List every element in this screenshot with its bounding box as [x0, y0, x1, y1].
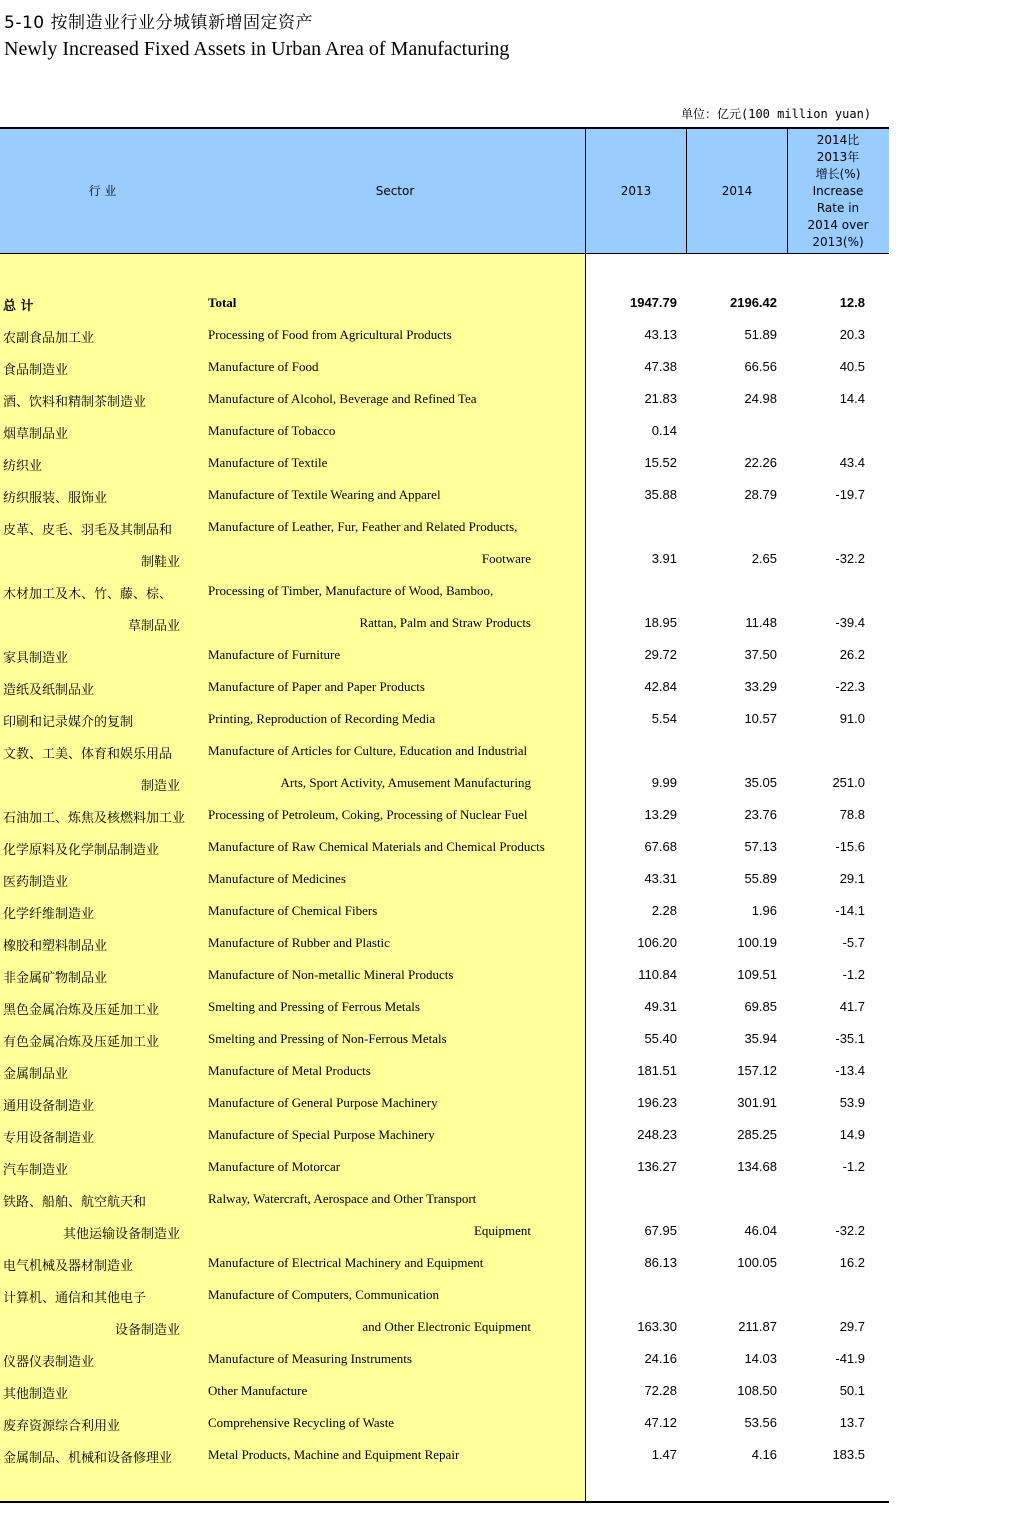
row-industry-cn: 铁路、船舶、航空航天和 — [3, 1195, 147, 1210]
row-increase-rate: -22.3 — [835, 679, 865, 694]
row-increase-rate: -35.1 — [835, 1031, 865, 1046]
row-industry-cn: 农副食品加工业 — [3, 331, 95, 346]
row-industry-cn: 纺织业 — [3, 459, 43, 474]
row-increase-rate: 26.2 — [839, 647, 865, 662]
row-increase-rate: 43.4 — [839, 455, 865, 470]
row-industry-cn: 金属制品、机械和设备修理业 — [3, 1451, 173, 1466]
row-value-2013: 110.84 — [638, 967, 677, 982]
row-sector-en: Smelting and Pressing of Non-Ferrous Metals — [208, 1031, 447, 1046]
column-divider — [787, 127, 788, 254]
table-row — [0, 1119, 889, 1151]
header-industry-cn: 行 业 — [88, 184, 117, 198]
row-increase-rate: -1.2 — [842, 967, 865, 982]
row-sector-en: Manufacture of Furniture — [208, 647, 341, 662]
row-increase-rate: 29.1 — [839, 871, 865, 886]
table-row — [0, 639, 889, 671]
row-sector-en: Manufacture of Non-metallic Mineral Products — [208, 967, 454, 982]
row-increase-rate: 20.3 — [839, 327, 865, 342]
table-row — [0, 383, 889, 415]
row-industry-cn: 烟草制品业 — [3, 427, 69, 442]
row-increase-rate: -19.7 — [835, 487, 865, 502]
row-sector-en: Processing of Food from Agricultural Products — [208, 327, 452, 342]
row-industry-cn: 医药制造业 — [3, 875, 69, 890]
page-title-en: Newly Increased Fixed Assets in Urban Area of Manufacturing — [4, 38, 510, 60]
row-increase-rate: -1.2 — [842, 1159, 865, 1174]
row-increase-rate: -41.9 — [835, 1351, 865, 1366]
row-value-2014: 285.25 — [737, 1127, 777, 1142]
table-row — [0, 703, 889, 735]
row-industry-cn: 专用设备制造业 — [3, 1131, 95, 1146]
row-sector-en: Manufacture of Textile — [208, 455, 328, 470]
row-sector-en: Manufacture of Measuring Instruments — [208, 1351, 412, 1366]
row-sector-en: and Other Electronic Equipment — [362, 1319, 531, 1334]
row-value-2014: 35.94 — [744, 1031, 777, 1046]
row-increase-rate: 41.7 — [839, 999, 865, 1014]
row-value-2014: 37.50 — [744, 647, 777, 662]
row-sector-en: Smelting and Pressing of Ferrous Metals — [208, 999, 420, 1014]
row-industry-cn: 黑色金属冶炼及压延加工业 — [3, 1003, 160, 1018]
table-row — [0, 543, 889, 575]
row-value-2013: 67.68 — [644, 839, 677, 854]
row-value-2013: 24.16 — [644, 1351, 677, 1366]
header-rate-line: 增长(%) — [815, 167, 861, 181]
table-row — [0, 927, 889, 959]
row-industry-cn: 橡胶和塑料制品业 — [3, 939, 108, 954]
row-value-2014: 22.26 — [744, 455, 777, 470]
row-industry-cn: 化学纤维制造业 — [3, 907, 95, 922]
table-row — [0, 479, 889, 511]
row-value-2013: 196.23 — [637, 1095, 677, 1110]
row-value-2014: 109.51 — [737, 967, 777, 982]
table-header — [0, 127, 889, 254]
row-increase-rate: 91.0 — [839, 711, 865, 726]
row-value-2013: 181.51 — [637, 1063, 677, 1078]
row-value-2014: 51.89 — [744, 327, 777, 342]
header-2014: 2014 — [721, 184, 753, 198]
table-row — [0, 287, 889, 319]
row-industry-cn: 纺织服装、服饰业 — [3, 491, 108, 506]
row-value-2014: 55.89 — [744, 871, 777, 886]
table-bottom-rule — [0, 1501, 889, 1503]
row-industry-cn: 食品制造业 — [3, 363, 69, 378]
row-value-2014: 14.03 — [744, 1351, 777, 1366]
row-value-2014: 2196.42 — [730, 295, 777, 310]
row-industry-cn: 非金属矿物制品业 — [3, 971, 108, 986]
row-value-2013: 15.52 — [644, 455, 677, 470]
row-sector-en: Manufacture of Electrical Machinery and Equipment — [208, 1255, 484, 1270]
table-row — [0, 895, 889, 927]
row-value-2014: 211.87 — [738, 1319, 777, 1334]
row-increase-rate: -5.7 — [842, 935, 865, 950]
row-value-2013: 49.31 — [644, 999, 677, 1014]
row-increase-rate: -32.2 — [835, 551, 865, 566]
row-value-2013: 3.91 — [651, 551, 677, 566]
row-value-2013: 42.84 — [644, 679, 677, 694]
table-row — [0, 767, 889, 799]
row-industry-cn: 仪器仪表制造业 — [3, 1355, 95, 1370]
row-value-2014: 53.56 — [744, 1415, 777, 1430]
row-value-2014: 66.56 — [744, 359, 777, 374]
row-sector-en: Manufacture of Articles for Culture, Education and Industrial — [208, 743, 528, 758]
row-value-2014: 57.13 — [744, 839, 777, 854]
table-row — [0, 351, 889, 383]
row-sector-en: Manufacture of Rubber and Plastic — [208, 935, 390, 950]
row-industry-cn: 酒、饮料和精制茶制造业 — [3, 395, 147, 410]
row-increase-rate: -14.1 — [835, 903, 865, 918]
row-increase-rate: -39.4 — [835, 615, 865, 630]
row-sector-en: Comprehensive Recycling of Waste — [208, 1415, 395, 1430]
row-value-2014: 33.29 — [744, 679, 777, 694]
table-row — [0, 1087, 889, 1119]
table-row — [0, 607, 889, 639]
row-industry-cn: 废弃资源综合利用业 — [3, 1419, 121, 1434]
header-rate-line: Rate in — [816, 201, 860, 215]
row-industry-cn: 其他运输设备制造业 — [62, 1227, 180, 1242]
unit-label: 单位：亿元(100 million yuan) — [681, 107, 872, 121]
row-sector-en: Manufacture of Metal Products — [208, 1063, 371, 1078]
row-sector-en: Manufacture of Food — [208, 359, 319, 374]
row-value-2014: 2.65 — [751, 551, 777, 566]
row-value-2013: 0.14 — [651, 423, 677, 438]
row-sector-en: Ralway, Watercraft, Aerospace and Other Transport — [208, 1191, 477, 1206]
table-row — [0, 1343, 889, 1375]
header-rate-line: Increase — [812, 184, 864, 198]
row-value-2014: 46.04 — [744, 1223, 777, 1238]
row-value-2014: 4.16 — [751, 1447, 777, 1462]
row-increase-rate: 251.0 — [832, 775, 865, 790]
row-increase-rate: 14.9 — [839, 1127, 865, 1142]
table-row — [0, 799, 889, 831]
row-increase-rate: -15.6 — [835, 839, 865, 854]
row-value-2013: 67.95 — [644, 1223, 677, 1238]
row-industry-cn: 印刷和记录媒介的复制 — [3, 715, 134, 730]
row-value-2013: 9.99 — [651, 775, 677, 790]
row-value-2013: 47.12 — [644, 1415, 677, 1430]
row-increase-rate: 12.8 — [839, 295, 865, 310]
row-industry-cn: 草制品业 — [127, 619, 180, 634]
table-row — [0, 1279, 889, 1311]
table-row — [0, 1407, 889, 1439]
row-industry-cn: 金属制品业 — [3, 1067, 69, 1082]
row-industry-cn: 化学原料及化学制品制造业 — [3, 843, 160, 858]
row-value-2014: 157.12 — [737, 1063, 777, 1078]
row-industry-cn: 家具制造业 — [3, 651, 69, 666]
table-row — [0, 671, 889, 703]
row-value-2013: 43.13 — [644, 327, 677, 342]
row-value-2013: 86.13 — [644, 1255, 677, 1270]
header-increase-rate — [788, 129, 888, 254]
table-row — [0, 991, 889, 1023]
row-sector-en: Manufacture of Tobacco — [208, 423, 336, 438]
row-sector-en: Total — [208, 295, 237, 310]
row-value-2014: 11.48 — [745, 615, 777, 630]
row-industry-cn: 汽车制造业 — [3, 1163, 69, 1178]
row-value-2014: 134.68 — [737, 1159, 777, 1174]
row-increase-rate: 40.5 — [839, 359, 865, 374]
table-row — [0, 1215, 889, 1247]
row-value-2013: 163.30 — [637, 1319, 677, 1334]
table-row — [0, 1055, 889, 1087]
row-sector-en: Other Manufacture — [208, 1383, 308, 1398]
row-sector-en: Manufacture of Medicines — [208, 871, 346, 886]
row-increase-rate: -32.2 — [835, 1223, 865, 1238]
table-row — [0, 511, 889, 543]
row-industry-cn: 制造业 — [140, 779, 180, 794]
table-row — [0, 1311, 889, 1343]
table-row — [0, 1183, 889, 1215]
row-industry-cn: 总 计 — [3, 299, 34, 314]
table-row — [0, 1439, 889, 1471]
row-value-2014: 28.79 — [744, 487, 777, 502]
row-sector-en: Processing of Timber, Manufacture of Wood, Bamboo, — [208, 583, 494, 598]
row-sector-en: Manufacture of Special Purpose Machinery — [208, 1127, 435, 1142]
row-sector-en: Manufacture of Computers, Communication — [208, 1287, 440, 1302]
row-sector-en: Manufacture of Alcohol, Beverage and Refined Tea — [208, 391, 477, 406]
row-value-2013: 136.27 — [637, 1159, 677, 1174]
row-sector-en: Manufacture of Textile Wearing and Apparel — [208, 487, 441, 502]
row-increase-rate: 14.4 — [839, 391, 865, 406]
row-value-2014: 35.05 — [744, 775, 777, 790]
table-row — [0, 415, 889, 447]
row-increase-rate: 183.5 — [832, 1447, 865, 1462]
table-row — [0, 735, 889, 767]
row-sector-en: Manufacture of General Purpose Machinery — [208, 1095, 438, 1110]
header-rate-line: 2013年 — [816, 150, 860, 164]
header-rate-line: 2014 over — [807, 218, 869, 232]
row-industry-cn: 木材加工及木、竹、藤、棕、 — [3, 587, 173, 602]
row-value-2014: 301.91 — [737, 1095, 777, 1110]
row-value-2013: 5.54 — [651, 711, 677, 726]
row-value-2014: 100.19 — [737, 935, 777, 950]
row-industry-cn: 设备制造业 — [114, 1323, 180, 1338]
row-sector-en: Manufacture of Raw Chemical Materials and Chemical Products — [208, 839, 545, 854]
row-sector-en: Footware — [481, 551, 531, 566]
row-sector-en: Manufacture of Chemical Fibers — [208, 903, 378, 918]
row-value-2014: 24.98 — [744, 391, 777, 406]
row-industry-cn: 有色金属冶炼及压延加工业 — [3, 1035, 160, 1050]
row-industry-cn: 文教、工美、体育和娱乐用品 — [3, 747, 173, 762]
row-increase-rate: 78.8 — [839, 807, 865, 822]
row-sector-en: Manufacture of Motorcar — [208, 1159, 341, 1174]
row-increase-rate: 53.9 — [839, 1095, 865, 1110]
row-value-2013: 29.72 — [644, 647, 677, 662]
row-value-2014: 1.96 — [751, 903, 777, 918]
row-value-2013: 1.47 — [651, 1447, 677, 1462]
row-increase-rate: 29.7 — [839, 1319, 865, 1334]
row-value-2013: 1947.79 — [630, 295, 677, 310]
row-sector-en: Equipment — [473, 1223, 531, 1238]
table-row — [0, 1151, 889, 1183]
row-increase-rate: 16.2 — [839, 1255, 865, 1270]
row-value-2014: 10.57 — [744, 711, 777, 726]
row-value-2013: 35.88 — [644, 487, 677, 502]
row-value-2013: 2.28 — [651, 903, 677, 918]
row-value-2013: 13.29 — [644, 807, 677, 822]
header-rate-line: 2013(%) — [812, 235, 864, 249]
header-rate-line: 2014比 — [816, 133, 860, 147]
row-sector-en: Manufacture of Leather, Fur, Feather and Related Products, — [208, 519, 518, 534]
table-row — [0, 1247, 889, 1279]
table-row — [0, 831, 889, 863]
row-value-2014: 100.05 — [737, 1255, 777, 1270]
row-increase-rate: 13.7 — [839, 1415, 865, 1430]
table-row — [0, 1375, 889, 1407]
row-industry-cn: 造纸及纸制品业 — [3, 683, 95, 698]
row-value-2014: 23.76 — [744, 807, 777, 822]
table-row — [0, 319, 889, 351]
row-industry-cn: 计算机、通信和其他电子 — [3, 1291, 147, 1306]
row-value-2013: 248.23 — [637, 1127, 677, 1142]
table-row — [0, 447, 889, 479]
row-increase-rate: -13.4 — [835, 1063, 865, 1078]
row-value-2013: 47.38 — [644, 359, 677, 374]
header-2013: 2013 — [620, 184, 652, 198]
table-row — [0, 575, 889, 607]
page-title-cn: 5-10 按制造业行业分城镇新增固定资产 — [4, 13, 313, 33]
row-value-2014: 69.85 — [744, 999, 777, 1014]
row-value-2013: 21.83 — [644, 391, 677, 406]
row-sector-en: Arts, Sport Activity, Amusement Manufacturing — [280, 775, 531, 790]
row-value-2013: 18.95 — [644, 615, 677, 630]
row-industry-cn: 石油加工、炼焦及核燃料加工业 — [3, 811, 186, 826]
row-sector-en: Printing, Reproduction of Recording Media — [208, 711, 436, 726]
row-increase-rate: 50.1 — [839, 1383, 865, 1398]
row-sector-en: Manufacture of Paper and Paper Products — [208, 679, 425, 694]
row-industry-cn: 通用设备制造业 — [3, 1099, 95, 1114]
row-industry-cn: 电气机械及器材制造业 — [3, 1259, 134, 1274]
row-industry-cn: 其他制造业 — [3, 1387, 69, 1402]
row-sector-en: Processing of Petroleum, Coking, Processing of Nuclear Fuel — [208, 807, 528, 822]
row-sector-en: Metal Products, Machine and Equipment Repair — [208, 1447, 460, 1462]
row-value-2013: 55.40 — [644, 1031, 677, 1046]
row-value-2013: 72.28 — [644, 1383, 677, 1398]
row-value-2013: 106.20 — [637, 935, 677, 950]
table-row — [0, 863, 889, 895]
data-table — [0, 127, 889, 1504]
row-value-2013: 43.31 — [644, 871, 677, 886]
row-value-2014: 108.50 — [737, 1383, 777, 1398]
table-row — [0, 1023, 889, 1055]
row-industry-cn: 制鞋业 — [140, 555, 180, 570]
row-industry-cn: 皮革、皮毛、羽毛及其制品和 — [3, 523, 173, 538]
header-sector-en: Sector — [375, 184, 415, 198]
table-row — [0, 959, 889, 991]
column-divider — [686, 127, 687, 254]
row-sector-en: Rattan, Palm and Straw Products — [359, 615, 531, 630]
